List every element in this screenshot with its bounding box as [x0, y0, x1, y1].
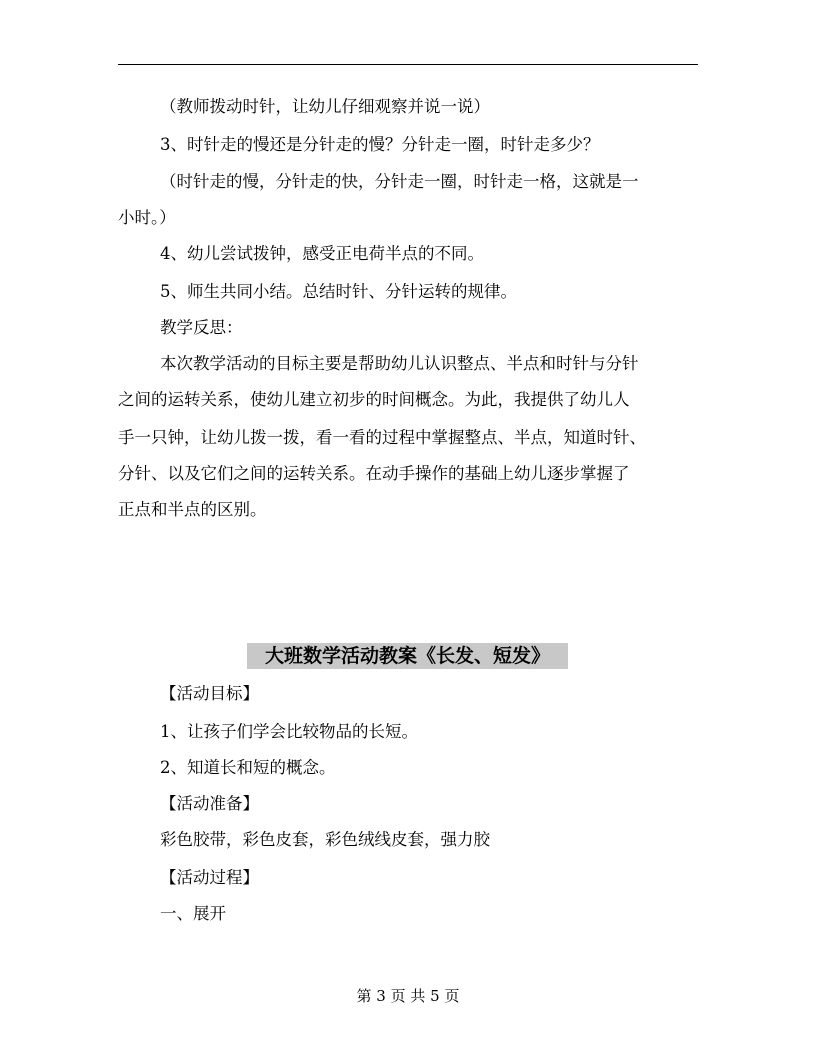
paragraph-line: 本次教学活动的目标主要是帮助幼儿认识整点、半点和时针与分针 [160, 354, 639, 373]
paragraph-line: 2、知道长和短的概念。 [160, 758, 336, 777]
header-rule [118, 64, 698, 65]
section-heading: 【活动过程】 [160, 868, 259, 887]
page-number: 第 3 页 共 5 页 [356, 987, 460, 1005]
section-heading: 【活动目标】 [160, 684, 259, 703]
paragraph-line: 小时。） [118, 208, 176, 227]
paragraph-line: （时针走的慢，分针走的快，分针走一圈，时针走一格，这就是一 [160, 172, 639, 191]
section-title: 大班数学活动教案《长发、短发》 [264, 645, 550, 667]
paragraph-line: 4、幼儿尝试拨钟，感受正电荷半点的不同。 [160, 244, 484, 263]
paragraph-line: 手一只钟，让幼儿拨一拨，看一看的过程中掌握整点、半点，知道时针、 [118, 428, 646, 447]
paragraph-line: 一、展开 [160, 904, 226, 923]
paragraph-line: （教师拨动时针，让幼儿仔细观察并说一说） [160, 97, 490, 116]
paragraph-line: 正点和半点的区别。 [118, 500, 267, 519]
paragraph-line: 5、师生共同小结。总结时针、分针运转的规律。 [160, 282, 517, 301]
paragraph-line: 之间的运转关系，使幼儿建立初步的时间概念。为此，我提供了幼儿人 [118, 390, 630, 409]
section-heading: 【活动准备】 [160, 794, 259, 813]
paragraph-line: 1、让孩子们学会比较物品的长短。 [160, 722, 418, 741]
section-heading: 教学反思： [160, 318, 243, 337]
paragraph-line: 彩色胶带，彩色皮套，彩色绒线皮套，强力胶 [160, 830, 490, 849]
paragraph-line: 分针、以及它们之间的运转关系。在动手操作的基础上幼儿逐步掌握了 [118, 464, 630, 483]
paragraph-line: 3、时针走的慢还是分针走的慢？分针走一圈，时针走多少？ [160, 135, 600, 154]
